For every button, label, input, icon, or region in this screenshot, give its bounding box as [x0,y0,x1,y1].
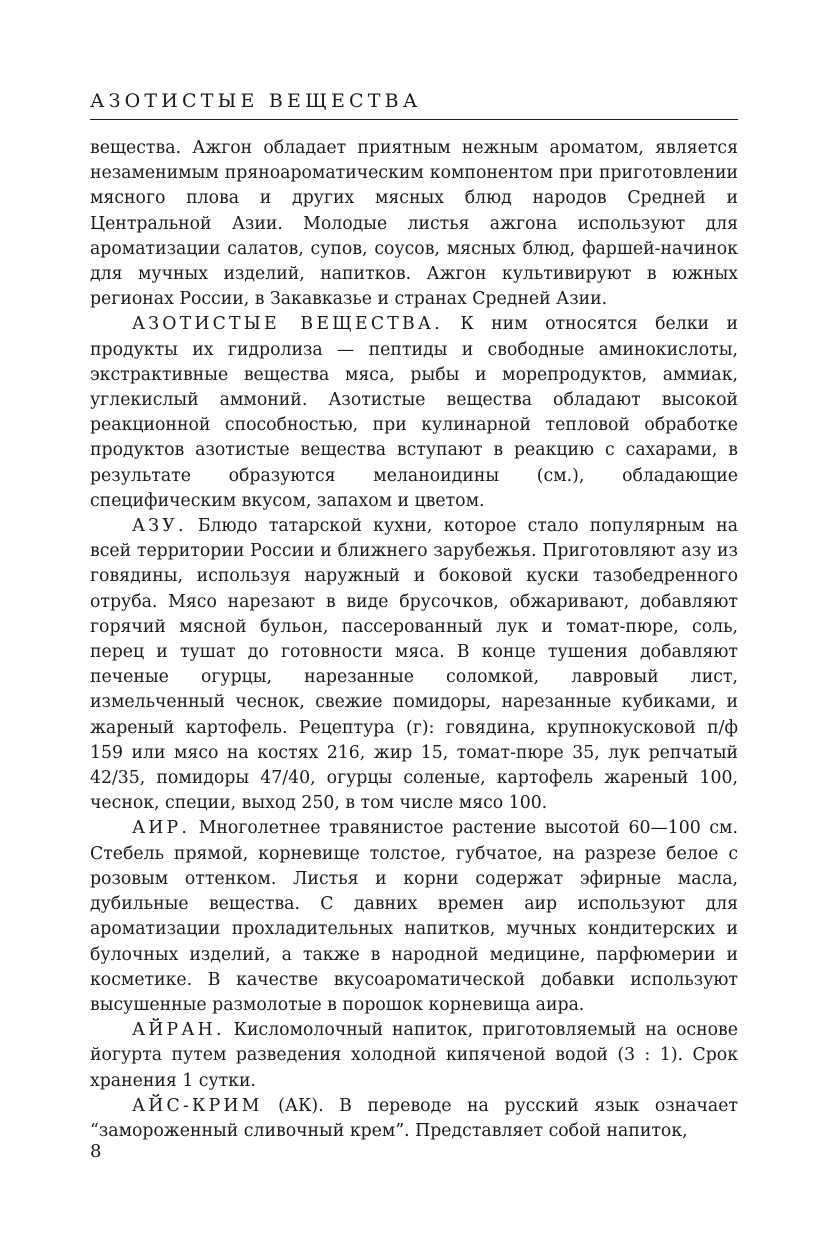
entry-term: АИР. [132,818,191,839]
entry-text: (АК). В переводе на русский язык означает “замороженный сливочный крем”. Представляет собой напиток, [90,1095,738,1141]
entry-term: АЙС-КРИМ [132,1095,263,1116]
entry-text: Блюдо татарской кухни, которое стало популярным на всей территории России и ближнего зарубежья. Приготовляют азу из говядины, используя наружный и боковой куски тазобедренного отруба. Мясо нарезают в виде брусочков, обжаривают, добавляют горячий мясной бульон, пассерованный лук и томат-пюре, соль, перец и тушат до готовности мяса. В конце тушения добавляют печеные огурцы, нарезанные соломкой, лавровый лист, измельченный чеснок, свежие помидоры, нарезанные кубиками, и жареный картофель. Рецептура (г): говядина, крупнокусковой п/ф 159 или мясо на костях 216, жир 15, томат-пюре 35, лук репчатый 42/35, помидоры 47/40, огурцы соленые, картофель жареный 100, чеснок, специи, выход 250, в том числе мясо 100. [90,516,738,814]
entry-text: К ним относятся белки и продукты их гидролиза — пептиды и свободные аминокислоты, экстрактивные вещества мяса, рыбы и морепродуктов, аммиак, углекислый аммоний. Азотистые вещества обладают высокой реакционной способностью, при кулинарной тепловой обработке продуктов азотистые вещества вступают в реакцию с сахарами, в результате образуются меланоидины (см.), обладающие специфическим вкусом, запахом и цветом. [90,314,738,511]
entry-air [90,816,738,1018]
entry-airan [90,1018,738,1094]
entry-azu [90,514,738,816]
page-number: 8 [90,1141,102,1162]
entry-term: АЗУ. [132,516,187,537]
paragraph-continuation [90,136,738,312]
header-rule [90,119,738,120]
entry-text: Кисломолочный напиток, приготовляемый на основе йогурта путем разведения холодной кипяченой водой (3 : 1). Срок хранения 1 сутки. [90,1020,738,1091]
page-body [90,136,738,1144]
entry-text: Многолетнее травянистое растение высотой 60—100 см. Стебель прямой, корневище толстое, губчатое, на разрезе белое с розовым оттенком. Листья и корни содержат эфирные масла, дубильные вещества. С давних времен аир используют для ароматизации прохладительных напитков, мучных кондитерских и булочных изделий, а также в народной медицине, парфюмерии и косметике. В качестве вкусоароматической добавки используют высушенные размолотые в порошок корневища аира. [90,818,738,1015]
entry-term: АЗОТИСТЫЕ ВЕЩЕСТВА. [132,314,443,335]
running-header: АЗОТИСТЫЕ ВЕЩЕСТВА [90,90,422,112]
entry-ais-krim [90,1094,738,1144]
paragraph-text: вещества. Ажгон обладает приятным нежным ароматом, является незаменимым пряноароматическим компонентом при приготовлении мясного плова и других мясных блюд народов Средней и Центральной Азии. Молодые листья ажгона используют для ароматизации салатов, супов, соусов, мясных блюд, фаршей-начинок для мучных изделий, напитков. Ажгон культивируют в южных регионах России, в Закавказье и странах Средней Азии. [90,138,738,310]
entry-azotistye-veshchestva [90,312,738,514]
entry-term: АЙРАН. [132,1020,225,1041]
